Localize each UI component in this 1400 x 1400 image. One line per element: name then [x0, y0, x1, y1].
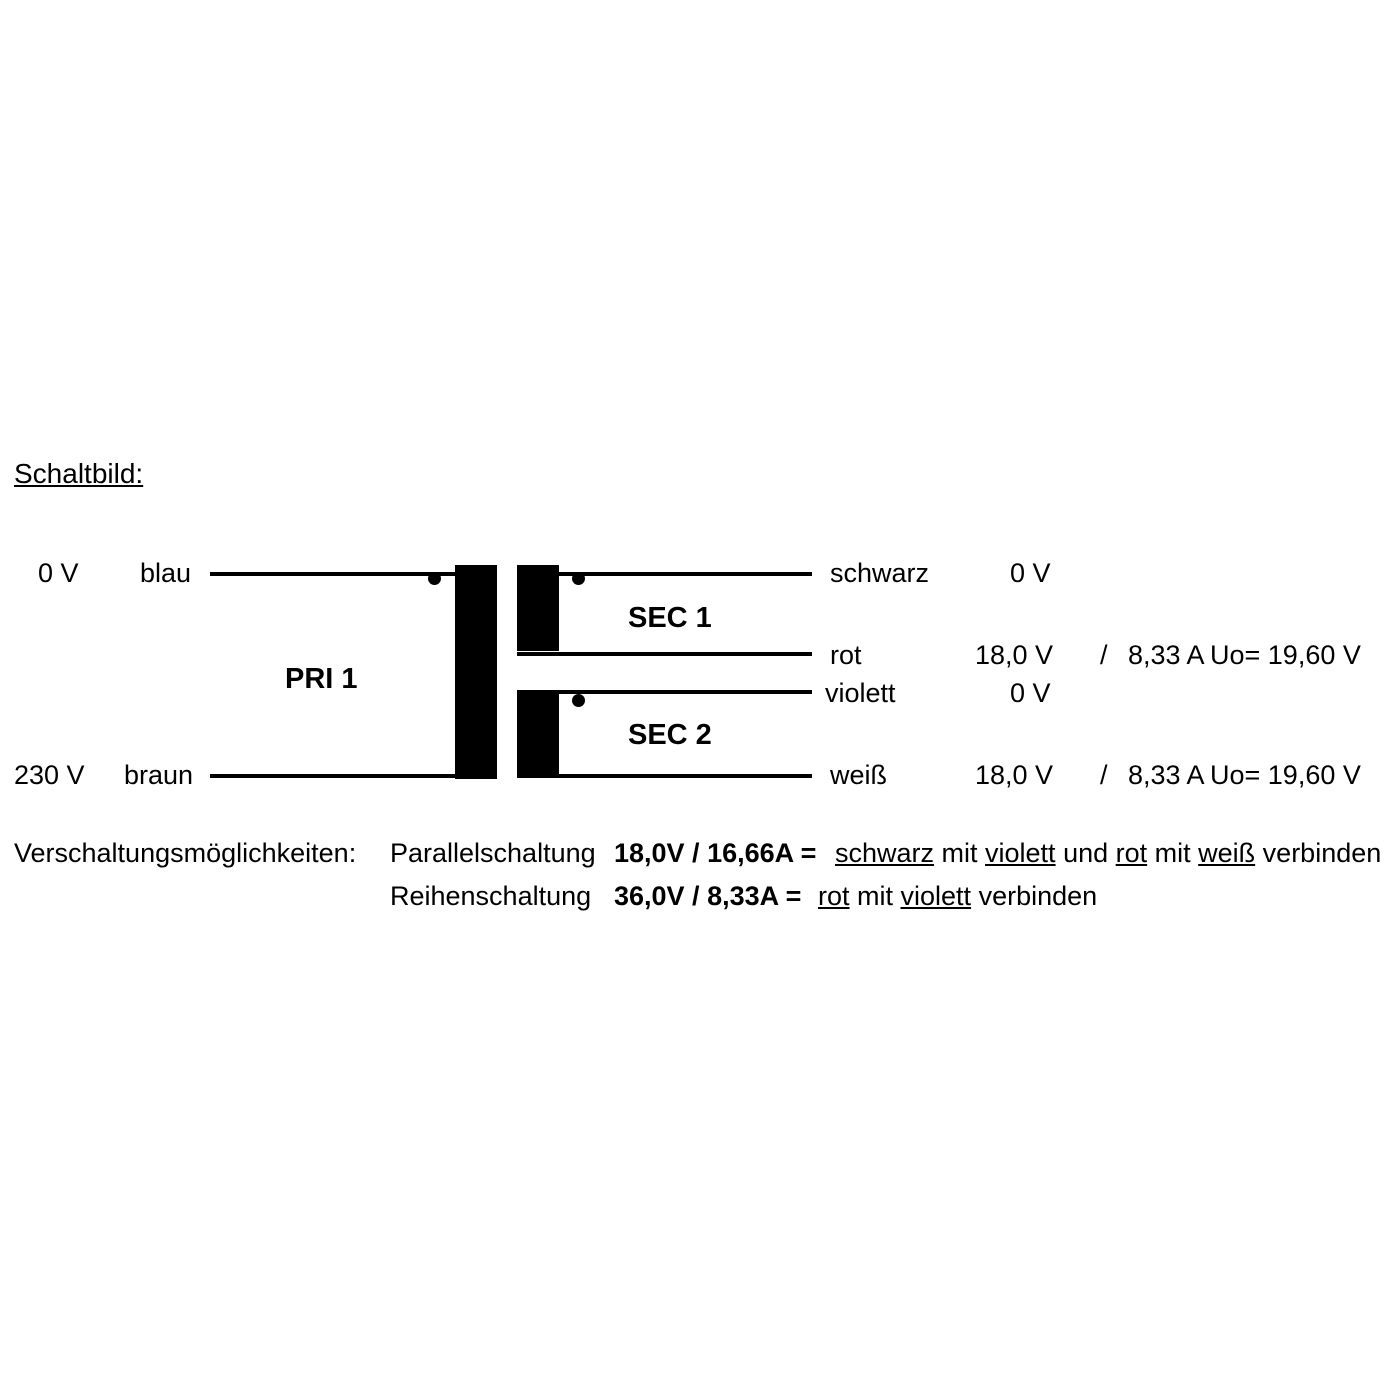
sec1-top-wire-color: schwarz [830, 558, 930, 588]
sec2-bottom-separator: / [1100, 760, 1108, 790]
sec1-bottom-wire [517, 652, 812, 656]
sec1-bottom-current: 8,33 A [1128, 640, 1205, 670]
sec1-winding-label: SEC 1 [628, 602, 712, 634]
sec2-top-wire-color: violett [825, 678, 896, 708]
instruction-text: mit [1147, 838, 1199, 868]
sec2-bottom-voltage: 18,0 V [975, 760, 1054, 790]
wire-color-ref: violett [985, 838, 1056, 868]
wire-color-ref: violett [900, 881, 972, 911]
instruction-text: mit [934, 838, 986, 868]
sec1-top-wire [517, 572, 812, 576]
wire-color-ref: weiß [1198, 838, 1256, 868]
options-title: Verschaltungsmöglichkeiten: [14, 838, 357, 868]
sec2-bottom-current: 8,33 A [1128, 760, 1205, 790]
option-mode-series: Reihenschaltung [390, 881, 592, 911]
sec2-core-bar [517, 690, 559, 776]
sec1-core-bar [517, 565, 559, 651]
sec2-bottom-wire [517, 774, 812, 778]
primary-core-bar [455, 565, 497, 779]
primary-top-wire [210, 572, 460, 576]
option-instruction-series [818, 883, 1097, 910]
sec2-bottom-wire-color: weiß [830, 760, 888, 790]
option-rating-parallel: 18,0V / 16,66A = [614, 838, 817, 868]
primary-top-wire-color: blau [140, 558, 192, 588]
page-title: Schaltbild: [14, 458, 144, 489]
sec1-bottom-wire-color: rot [830, 640, 862, 670]
sec1-bottom-voltage: 18,0 V [975, 640, 1054, 670]
instruction-text: verbinden [971, 881, 1098, 911]
instruction-text: verbinden [1255, 838, 1382, 868]
sec1-bottom-separator: / [1100, 640, 1108, 670]
sec2-winding-label: SEC 2 [628, 719, 712, 751]
sec2-top-voltage: 0 V [1010, 678, 1051, 708]
primary-bottom-wire-color: braun [124, 760, 194, 790]
option-mode-parallel: Parallelschaltung [390, 838, 596, 868]
sec1-open-voltage: Uo= 19,60 V [1210, 640, 1361, 670]
instruction-text: mit [849, 881, 901, 911]
primary-polarity-dot [428, 572, 441, 585]
sec2-open-voltage: Uo= 19,60 V [1210, 760, 1361, 790]
wire-color-ref: rot [1115, 838, 1148, 868]
wire-color-ref: schwarz [835, 838, 935, 868]
instruction-text: und [1055, 838, 1116, 868]
primary-top-voltage: 0 V [38, 558, 79, 588]
sec2-polarity-dot [572, 694, 585, 707]
primary-bottom-voltage: 230 V [14, 760, 85, 790]
option-rating-series: 36,0V / 8,33A = [614, 881, 802, 911]
sec1-top-voltage: 0 V [1010, 558, 1051, 588]
primary-bottom-wire [210, 774, 460, 778]
wire-color-ref: rot [818, 881, 850, 911]
sec2-top-wire [517, 690, 812, 694]
primary-winding-label: PRI 1 [285, 663, 358, 695]
option-instruction-parallel [835, 840, 1381, 867]
